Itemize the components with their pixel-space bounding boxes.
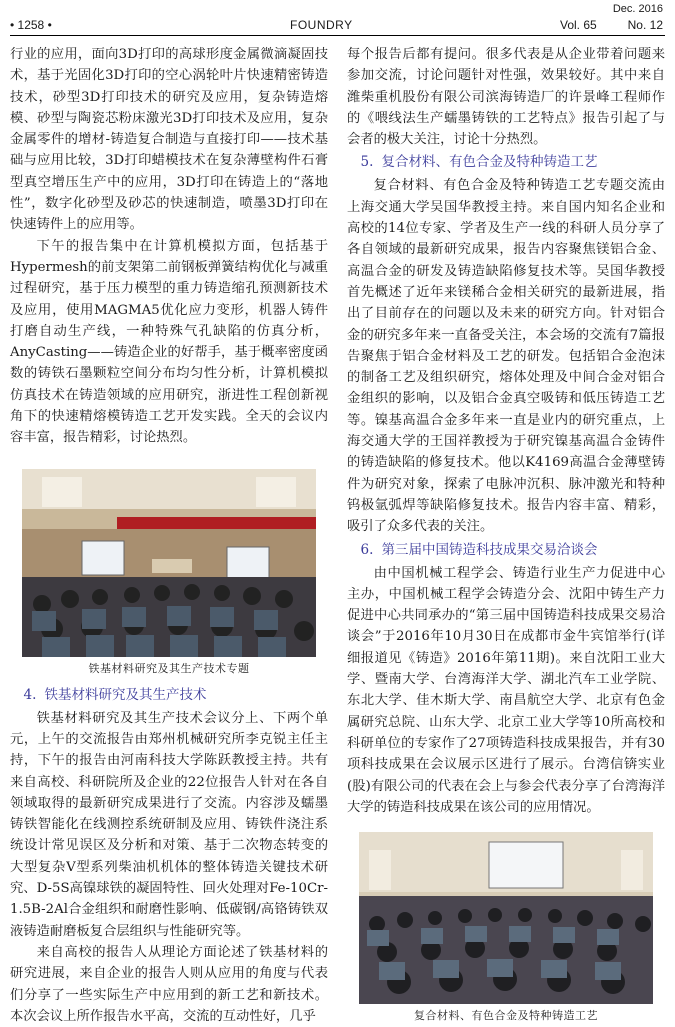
photo-caption: 铁基材料研究及其生产技术专题	[88, 661, 250, 675]
photo-illustration	[22, 469, 316, 657]
photo-caption: 复合材料、有色合金及特种铸造工艺	[414, 1009, 598, 1023]
paragraph: 铁基材料研究及其生产技术会议分上、下两个单元，上午的交流报告由郑州机械研究所李克锐主任主持，下午的报告由河南科技大学陈跃教授主持。共有来自高校、科研院所及企业的22位报告人针对在各自领域取得的最新研究成果进行了交流。内容涉及蠕墨铸铁智能化在线测控系统研制及应用、铸铁件浇注系统设计常见误区及分析和对策、基于二次物态转变的大型复杂V型系列柴油机机体的整体铸造关键技术研究、D-5S高镍球铁的凝固特性、回火处理对Fe-10Cr-1.5B-2Al合金组织和耐磨性影响、低碳钢/高铬铸铁双液铸造耐磨板复合层组织与性能研究等。	[10, 710, 328, 939]
section-heading-6	[347, 540, 665, 561]
issue-number: No. 12	[627, 18, 663, 32]
section-heading-5	[347, 152, 665, 173]
section-heading-4	[10, 685, 328, 706]
section-number: 4.	[23, 686, 37, 703]
left-column	[10, 44, 328, 1027]
header-rule	[10, 35, 665, 36]
paragraph: 下午的报告集中在计算机模拟方面，包括基于Hypermesh的前支架第二前钢板弹簧结构优化与减重过程研究，基于压力模型的重力铸造缩孔预测新技术及应用，使用MAGMA5优化应力变形，机器人铸件打磨自动生产线，一种特殊气孔缺陷的仿真分析，AnyCasting——铸造企业的好帮手，基于概率密度函数的铸铁石墨颗粒空间分布均匀性分析，计算机模拟仿真技术在铸造领域的应用研究，浙进性工程创新视角下的快速精熔模铸造工艺开发实践。全天的会议内容丰富，报告精彩，讨论热烈。	[10, 238, 328, 446]
conference-photo-iron-based	[22, 469, 316, 657]
section-title: 复合材料、有色合金及特种铸造工艺	[381, 154, 598, 171]
page-number: • 1258 •	[10, 18, 52, 32]
section-title: 铁基材料研究及其生产技术	[44, 686, 207, 703]
section-number: 6.	[360, 541, 374, 558]
photo-illustration	[359, 832, 653, 1004]
paragraph: 由中国机械工程学会、铸造行业生产力促进中心主办，中国机械工程学会铸造分会、沈阳中铸生产力促进中心共同承办的“第三届中国铸造科技成果交易洽谈会”于2016年10月30日在成都市金牛宾馆举行(详细报道见《铸造》2016年第11期)。来自沈阳工业大学、暨南大学、台湾海洋大学、湖北汽车工业学院、东北大学、佳木斯大学、南昌航空大学、北京有色金属研究总院、山东大学、北京工业大学等10所高校和科研单位的专家作了27项铸造科技成果报告，并有30项科技成果在会议展示区进行了展示。台湾信锛实业(股)有限公司的代表在会上与参会代表分享了台湾海洋大学的铸造科技成果在该公司的应用情况。	[347, 565, 665, 815]
section-number: 5.	[360, 154, 374, 171]
volume-number: Vol. 65	[560, 18, 597, 32]
section-title: 第三届中国铸造科技成果交易洽谈会	[381, 541, 598, 558]
paragraph: 行业的应用，面向3D打印的高球形度金属微滴凝固技术，基于光固化3D打印的空心涡轮叶片快速精密铸造技术，砂型3D打印技术的研究及应用，复杂铸造熔模、砂型与陶瓷芯粉床激光3D打印技术及应用，复杂金属零件的增材-铸造复合制造与直接打印——技术基础与应用比较，3D打印蜡模技术在复杂薄壁构件石膏型真空增压生产中的应用，3D打印在铸造上的“落地性”，数字化砂型及砂芯的快速制造，喷墨3D打印在快速铸件上的应用等。	[10, 47, 328, 233]
conference-photo-composites	[359, 832, 653, 1004]
journal-name: FOUNDRY	[290, 18, 353, 32]
issue-date: Dec. 2016	[612, 3, 663, 15]
paragraph: 每个报告后都有提问。很多代表是从企业带着问题来参加交流，讨论问题针对性强，效果较好。其中来自潍柴重机股份有限公司滨海铸造厂的许景峰工程师作的《喂线法生产蠕墨铸铁的工艺特点》报告引起了与会者的极大关注，讨论十分热烈。	[347, 47, 665, 148]
right-column	[347, 44, 665, 1024]
paragraph: 来自高校的报告人从理论方面论述了铁基材料的研究进展，来自企业的报告人则从应用的角度与代表们分享了一些实际生产中应用到的新工艺和新技术。本次会议上所作报告水平高，交流的互动性好，几乎	[10, 944, 328, 1024]
running-header	[0, 0, 675, 38]
paragraph: 复合材料、有色合金及特种铸造工艺专题交流由上海交通大学吴国华教授主持。来自国内知名企业和高校的14位专家、学者及生产一线的科研人员分享了各自领域的最新研究成果，报告内容聚焦镁铝合金、高温合金的研发及铸造缺陷修复技术等。吴国华教授首先概述了近年来镁稀合金相关研究的最新进展，指出了目前存在的问题以及未来的研究方向。针对铝合金的研究多年来一直备受关注，本会场的交流有7篇报告聚焦于铝合金材料及工艺的研发。包括铝合金泡沫的制备工艺及组织研究，熔体处理及中间合金对铝合金组织的影响，以及铝合金真空吸铸和低压铸造工艺等。镍基高温合金多年来一直是业内的研究重点，上海交通大学的王国祥教授为于研究镍基高温合金铸件的铸造缺陷的修复技术。他以K4169高温合金薄壁铸件为研究对象，探索了电脉冲沉积、脉冲激光和特种钨极氩弧焊等缺陷修复技术。报告内容丰富、精彩，吸引了众多代表的关注。	[347, 178, 665, 535]
